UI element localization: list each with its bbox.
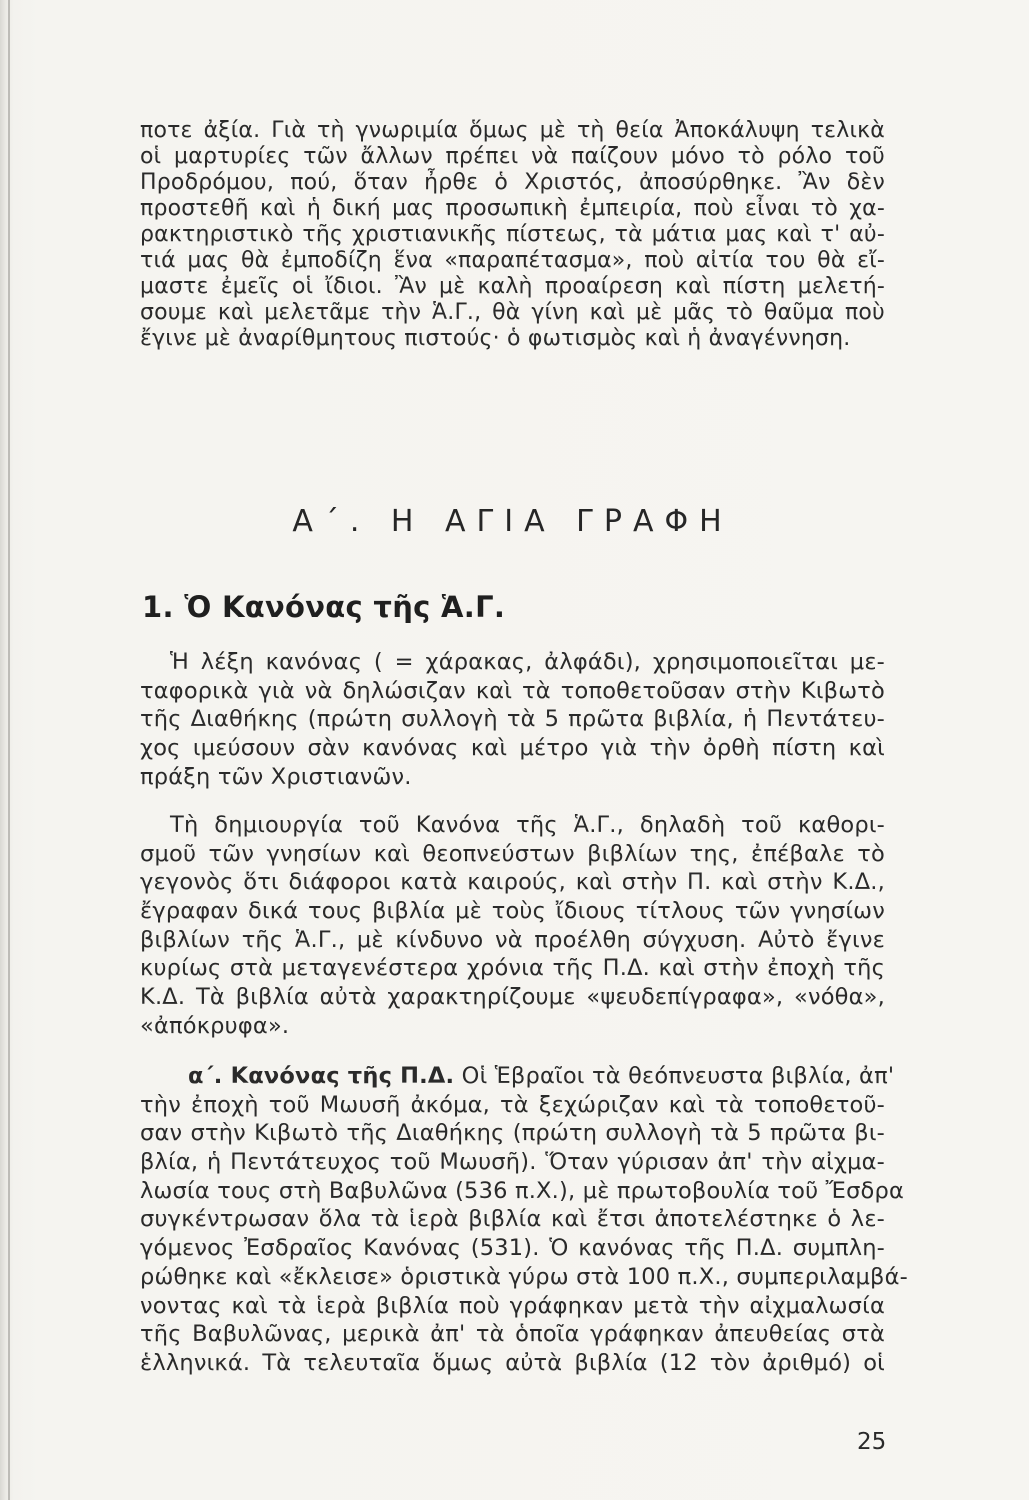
text-line: «ἀπόκρυφα». xyxy=(140,1012,290,1039)
text-line: τὴν ἐποχὴ τοῦ Μωυσῆ ἀκόμα, τὰ ξεχώριζαν καὶ τὰ τοποθετοῦ- xyxy=(140,1091,885,1118)
text-line xyxy=(140,1062,895,1091)
text-line: σουμε καὶ μελετᾶμε τὴν Ἁ.Γ., θὰ γίνη καὶ μὲ μᾶς τὸ θαῦμα ποὺ xyxy=(140,300,885,325)
section-title: 1. Ὁ Κανόνας τῆς Ἁ.Γ. xyxy=(142,590,506,624)
text-line: σαν στὴν Κιβωτὸ τῆς Διαθήκης (πρώτη συλλογὴ τὰ 5 πρῶτα βι- xyxy=(140,1120,885,1147)
text-line: γεγονὸς ὅτι διάφοροι κατὰ καιρούς, καὶ στὴν Π. καὶ στὴν Κ.Δ., xyxy=(140,869,885,896)
text-line: Προδρόμου, πού, ὅταν ἦρθε ὁ Χριστός, ἀποσύρθηκε. Ἂν δὲν xyxy=(140,170,885,195)
text-line: τιά μας θὰ ἐμποδίζη ἕνα «παραπέτασμα», ποὺ αἰτία του θὰ εἴ- xyxy=(140,248,885,273)
text-line: χος ιμεύσουν σὰν κανόνας καὶ μέτρο γιὰ τὴν ὀρθὴ πίστη καὶ xyxy=(140,735,885,762)
paragraph-old-testament-canon xyxy=(140,1062,908,1378)
text-line: τῆς Βαβυλῶνας, μερικὰ ἀπ' τὰ ὁποῖα γράφηκαν ἀπευθείας στὰ xyxy=(140,1321,885,1348)
text-line: μαστε ἐμεῖς οἱ ἴδιοι. Ἂν μὲ καλὴ προαίρεση καὶ πίστη μελετή- xyxy=(140,274,885,299)
subsection-lead: α΄. Κανόνας τῆς Π.Δ. xyxy=(188,1063,455,1089)
text-line: λωσία τους στὴ Βαβυλῶνα (536 π.Χ.), μὲ πρωτοβουλία τοῦ Ἔσδρα xyxy=(140,1177,905,1204)
text-line: ρώθηκε καὶ «ἔκλεισε» ὁριστικὰ γύρω στὰ 100 π.Χ., συμπεριλαμβά- xyxy=(140,1263,908,1290)
text-line: βιβλίων τῆς Ἁ.Γ., μὲ κίνδυνο νὰ προέλθη σύγχυση. Αὐτὸ ἔγινε xyxy=(140,926,885,953)
text-fragment: Οἱ Ἑβραῖοι τὰ θεόπνευστα βιβλία, ἀπ' xyxy=(461,1063,895,1089)
text-line: κυρίως στὰ μεταγενέστερα χρόνια τῆς Π.Δ. καὶ στὴν ἐποχὴ τῆς xyxy=(140,955,885,982)
text-line: ποτε ἀξία. Γιὰ τὴ γνωριμία ὅμως μὲ τὴ θεία Ἀποκάλυψη τελικὰ xyxy=(140,118,885,143)
text-line: ἑλληνικά. Τὰ τελευταῖα ὅμως αὐτὰ βιβλία (12 τὸν ἀριθμό) οἱ xyxy=(140,1349,885,1376)
paragraph-canon-definition xyxy=(140,648,885,791)
text-line: ἔγραφαν δικά τους βιβλία μὲ τοὺς ἴδιους τίτλους τῶν γνησίων xyxy=(140,898,885,925)
text-line: πράξη τῶν Χριστιανῶν. xyxy=(140,763,412,790)
chapter-title: Α΄. Η ΑΓΙΑ ΓΡΑΦΗ xyxy=(292,504,733,539)
binding-edge xyxy=(8,0,10,1500)
text-line: συγκέντρωσαν ὅλα τὰ ἱερὰ βιβλία καὶ ἔτσι ἀποτελέστηκε ὁ λε- xyxy=(140,1206,885,1233)
text-line: Κ.Δ. Τὰ βιβλία αὐτὰ χαρακτηρίζουμε «ψευδεπίγραφα», «νόθα», xyxy=(140,984,885,1011)
text-line: νοντας καὶ τὰ ἱερὰ βιβλία ποὺ γράφηκαν μετὰ τὴν αἰχμαλωσία xyxy=(140,1292,885,1319)
text-line: προστεθῆ καὶ ἡ δική μας προσωπικὴ ἐμπειρία, ποὺ εἶναι τὸ χα- xyxy=(140,196,885,221)
text-line: τῆς Διαθήκης (πρώτη συλλογὴ τὰ 5 πρῶτα βιβλία, ἡ Πεντάτευ- xyxy=(140,706,885,733)
text-line: οἱ μαρτυρίες τῶν ἄλλων πρέπει νὰ παίζουν μόνο τὸ ρόλο τοῦ xyxy=(140,144,885,169)
text-line: βλία, ἡ Πεντάτευχος τοῦ Μωυσῆ). Ὅταν γύρισαν ἀπ' τὴν αἰχμα- xyxy=(140,1149,885,1176)
paragraph-canon-creation xyxy=(140,811,885,1041)
text-line: ρακτηριστικὸ τῆς χριστιανικῆς πίστεως, τὰ μάτια μας καὶ τ' αὐ- xyxy=(140,222,885,247)
text-line: Τὴ δημιουργία τοῦ Κανόνα τῆς Ἁ.Γ., δηλαδὴ τοῦ καθορι- xyxy=(170,812,885,838)
text-line: ἔγινε μὲ ἀναρίθμητους πιστούς· ὁ φωτισμὸς καὶ ἡ ἀναγέννηση. xyxy=(140,326,851,351)
text-line: ταφορικὰ γιὰ νὰ δηλώσιζαν καὶ τὰ τοποθετοῦσαν στὴν Κιβωτὸ xyxy=(140,677,885,704)
intro-paragraph xyxy=(140,118,885,352)
text-line: σμοῦ τῶν γνησίων καὶ θεοπνεύστων βιβλίων της, ἐπέβαλε τὸ xyxy=(140,840,885,867)
page-number: 25 xyxy=(857,1429,887,1455)
text-line: γόμενος Ἐσδραῖος Κανόνας (531). Ὁ κανόνας τῆς Π.Δ. συμπλη- xyxy=(140,1235,885,1262)
text-line: Ἡ λέξη κανόνας ( = χάρακας, ἀλφάδι), χρησιμοποιεῖται με- xyxy=(170,649,885,675)
